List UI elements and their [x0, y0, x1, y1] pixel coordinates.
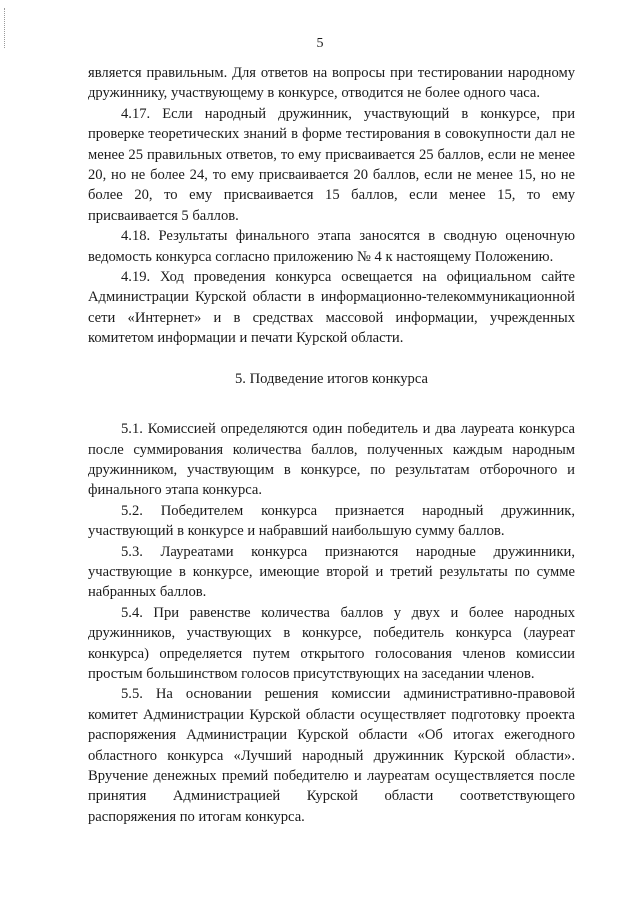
section-heading: 5. Подведение итогов конкурса	[235, 370, 428, 387]
page-number: 5	[316, 36, 324, 51]
paragraph-continuation: является правильным. Для ответов на вопросы при тестировании народному дружиннику, участвующему в конкурсе, отводится не более одного часа.	[88, 65, 575, 102]
paragraph-5-2: 5.2. Победителем конкурса признается народный дружинник, участвующий в конкурсе и набравший наибольшую сумму баллов.	[88, 502, 575, 540]
paragraph-5-3: 5.3. Лауреатами конкурса признаются народные дружинники, участвующие в конкурсе, имеющие второй и третий результаты по сумме набранных баллов.	[88, 543, 575, 601]
paragraph-4-17: 4.17. Если народный дружинник, участвующий в конкурсе, при проверке теоретических знаний в форме тестирования в совокупности дал не менее 25 правильных ответов, то ему присваивается 25 баллов, если не менее 20, но не более 24, то ему присваивается 20 баллов, если не менее 15, но не более 20, то ему присваивается 15 баллов, если менее 15, то ему присваивается 5 баллов.	[88, 105, 575, 224]
document-body	[88, 63, 575, 827]
paragraph-4-18: 4.18. Результаты финального этапа заносятся в сводную оценочную ведомость конкурса согласно приложению № 4 к настоящему Положению.	[88, 228, 575, 265]
paragraph-5-5: 5.5. На основании решения комиссии административно-правовой комитет Администрации Курской области осуществляет подготовку проекта распоряжения Администрации Курской области «Об итогах ежегодного областного конкурса «Лучший народный дружинник Курской области». Вручение денежных премий победителю и лауреатам осуществляется после принятия Администрацией Курской области соответствующего распоряжения по итогам конкурса.	[88, 686, 575, 825]
paragraph-5-4: 5.4. При равенстве количества баллов у двух и более народных дружинников, участвующих в конкурсе, победитель конкурса (лауреат конкурса) определяется путем открытого голосования членов комиссии простым большинством голосов присутствующих на заседании членов.	[88, 604, 575, 682]
paragraph-5-1: 5.1. Комиссией определяются один победитель и два лауреата конкурса после суммирования количества баллов, полученных каждым народным дружинником, участвующим в конкурсе, по результатам отборочного и финального этапа конкурса.	[88, 421, 575, 499]
paragraph-4-19: 4.19. Ход проведения конкурса освещается на официальном сайте Администрации Курской области в информационно-телекоммуникационной сети «Интернет» и в средствах массовой информации, учрежденных комитетом информации и печати Курской области.	[88, 269, 575, 347]
